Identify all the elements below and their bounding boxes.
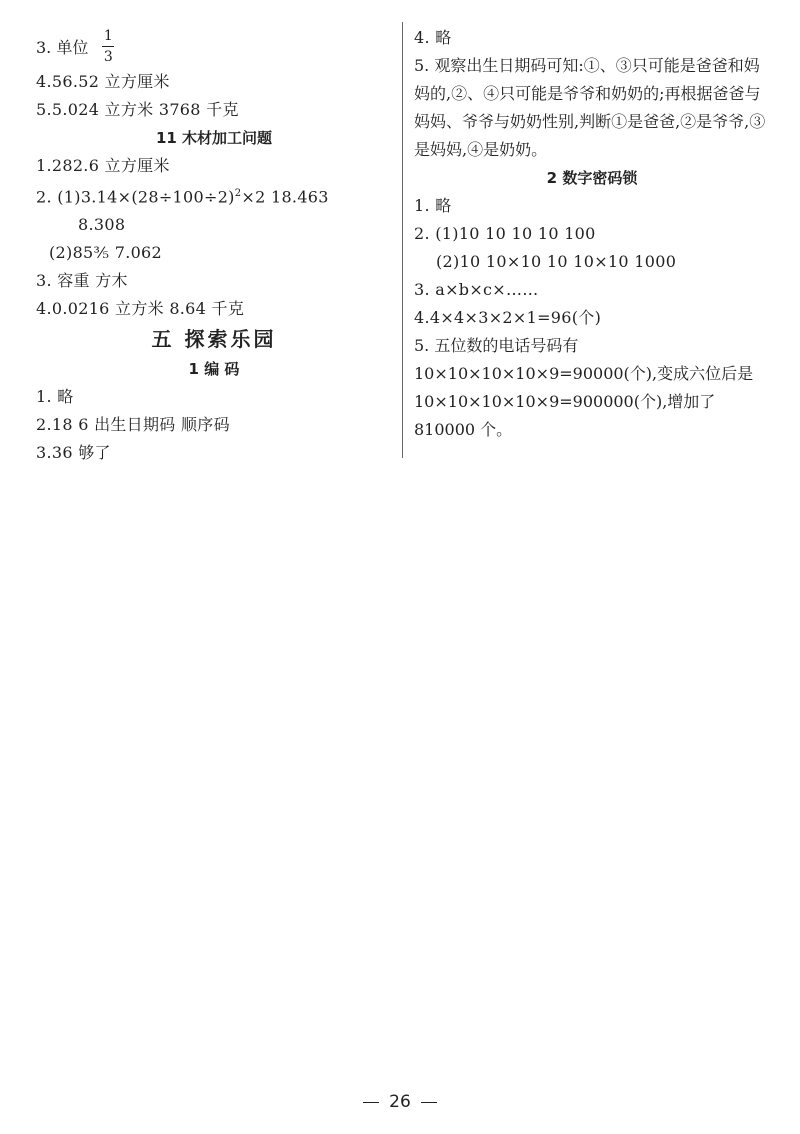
fraction-bar	[102, 46, 114, 47]
answer-text: 2. (1)3.14×(28÷100÷2)	[36, 187, 235, 207]
page-number: 26	[389, 1092, 411, 1112]
fraction-numerator: 1	[103, 27, 113, 44]
answer-text: 3. 单位	[36, 37, 89, 57]
answer-line: 8.308	[78, 215, 126, 235]
footer-dash	[421, 1102, 437, 1103]
answer-paragraph: 5. 观察出生日期码可知:①、③只可能是爸爸和妈妈的,②、④只可能是爷爷和奶奶的;再根据爸爸与妈妈、爷爷与奶奶性别,判断①是爸爸,②是爷爷,③是妈妈,④是奶奶。	[414, 56, 766, 159]
answer-line: 3.36 够了	[36, 443, 111, 463]
answer-line: 5.5.024 立方米 3768 千克	[36, 100, 239, 119]
answer-line: 4.56.52 立方厘米	[36, 72, 170, 91]
footer-dash	[363, 1102, 379, 1103]
answer-line: 2. (1)10 10 10 10 100	[414, 224, 596, 243]
page-footer	[0, 1092, 800, 1112]
answer-line: 2.18 6 出生日期码 顺序码	[36, 415, 230, 435]
answer-line: 4. 略	[414, 28, 452, 47]
section-heading: 1 编 码	[188, 360, 240, 379]
left-column	[36, 24, 392, 467]
answer-paragraph: 5. 五位数的电话号码有 10×10×10×10×9=90000(个),变成六位后是 10×10×10×10×9=900000(个),增加了 810000 个。	[414, 336, 754, 439]
fraction	[102, 28, 114, 65]
answer-line: 3. a×b×c×……	[414, 280, 539, 299]
exponent: 2	[234, 188, 242, 199]
section-heading: 2 数字密码锁	[546, 169, 638, 187]
answer-line: (2)10 10×10 10 10×10 1000	[436, 252, 677, 271]
answer-line: (2)85⅗ 7.062	[49, 243, 163, 263]
answer-line: 3. 容重 方木	[36, 271, 128, 291]
answer-line: 1. 略	[36, 387, 74, 407]
answer-text: ×2 18.463	[241, 187, 329, 207]
answer-line: 4.0.0216 立方米 8.64 千克	[36, 299, 245, 319]
column-divider	[402, 22, 403, 458]
fraction-denominator: 3	[103, 48, 113, 65]
answer-line: 4.4×4×3×2×1=96(个)	[414, 308, 602, 327]
answer-line	[36, 180, 392, 211]
answer-line	[36, 24, 392, 68]
right-column	[414, 24, 770, 444]
chapter-heading: 五 探索乐园	[151, 327, 277, 352]
answer-line: 1.282.6 立方厘米	[36, 156, 170, 175]
answer-line: 1. 略	[414, 196, 452, 215]
section-heading: 11 木材加工问题	[155, 129, 273, 147]
